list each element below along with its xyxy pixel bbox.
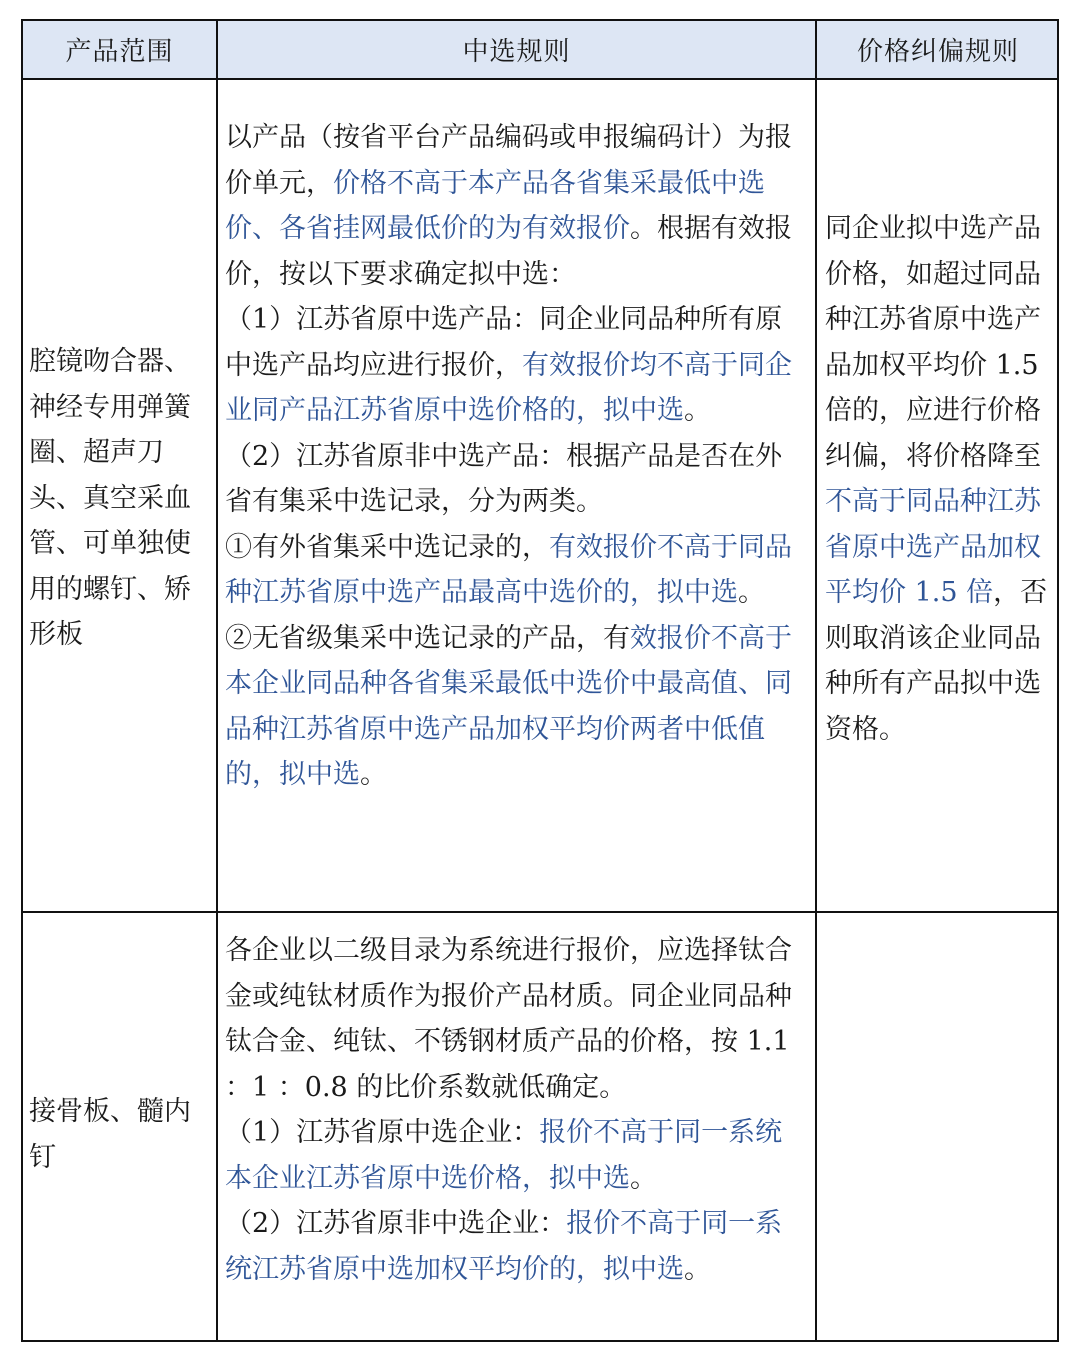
rule-paragraph: （2）江苏省原非中选产品：根据产品是否在外省有集采中选记录，分为两类。	[225, 440, 783, 517]
row1-product-scope: 腔镜吻合器、神经专用弹簧圈、超声刀头、真空采血管、可单独使用的螺钉、矫形板	[29, 346, 191, 650]
rule-paragraph: ①有外省集采中选记录的，有效报价不高于同品种江苏省原中选产品最高中选价的，拟中选。	[225, 531, 792, 608]
header-product-scope: 产品范围	[65, 37, 174, 67]
row-divider	[23, 78, 1057, 80]
rule-paragraph: 以产品（按省平台产品编码或申报编码计）为报价单元，价格不高于本产品各省集采最低中选价、各省挂网最低价的为有效报价。根据有效报价，按以下要求确定拟中选：	[225, 122, 792, 290]
row-divider	[23, 911, 1057, 913]
rule-paragraph: （1）江苏省原中选产品：同企业同品种所有原中选产品均应进行报价，有效报价均不高于同企业同产品江苏省原中选价格的，拟中选。	[225, 304, 792, 426]
row1-price-correction: 同企业拟中选产品价格，如超过同品种江苏省原中选产品加权平均价 1.5 倍的，应进行价格纠偏，将价格降至不高于同品种江苏省原中选产品加权平均价 1.5 倍，否则取消该企业同品种所有产品拟中选资格。	[825, 213, 1048, 745]
rule-paragraph: （1）江苏省原中选企业：报价不高于同一系统本企业江苏省原中选价格，拟中选。	[225, 1117, 783, 1194]
column-divider	[815, 21, 817, 1340]
row2-selection-rules	[225, 928, 801, 1292]
rule-paragraph: （2）江苏省原非中选企业：报价不高于同一系统江苏省原中选加权平均价的，拟中选。	[225, 1208, 783, 1285]
rule-paragraph: 各企业以二级目录为系统进行报价，应选择钛合金或纯钛材质作为报价产品材质。同企业同品种钛合金、纯钛、不锈钢材质产品的价格，按 1.1 ：1 ：0.8 的比价系数就低确定。	[225, 935, 792, 1103]
rule-paragraph: ②无省级集采中选记录的产品，有效报价不高于本企业同品种各省集采最低中选价中最高值、同品种江苏省原中选产品加权平均价两者中低值的，拟中选。	[225, 622, 792, 790]
row1-selection-rules	[225, 115, 801, 798]
row2-product-scope: 接骨板、髓内钉	[29, 1096, 191, 1173]
header-selection-rules: 中选规则	[462, 37, 571, 67]
rules-table	[21, 19, 1059, 1342]
header-price-correction: 价格纠偏规则	[856, 37, 1019, 67]
column-divider	[216, 21, 218, 1340]
